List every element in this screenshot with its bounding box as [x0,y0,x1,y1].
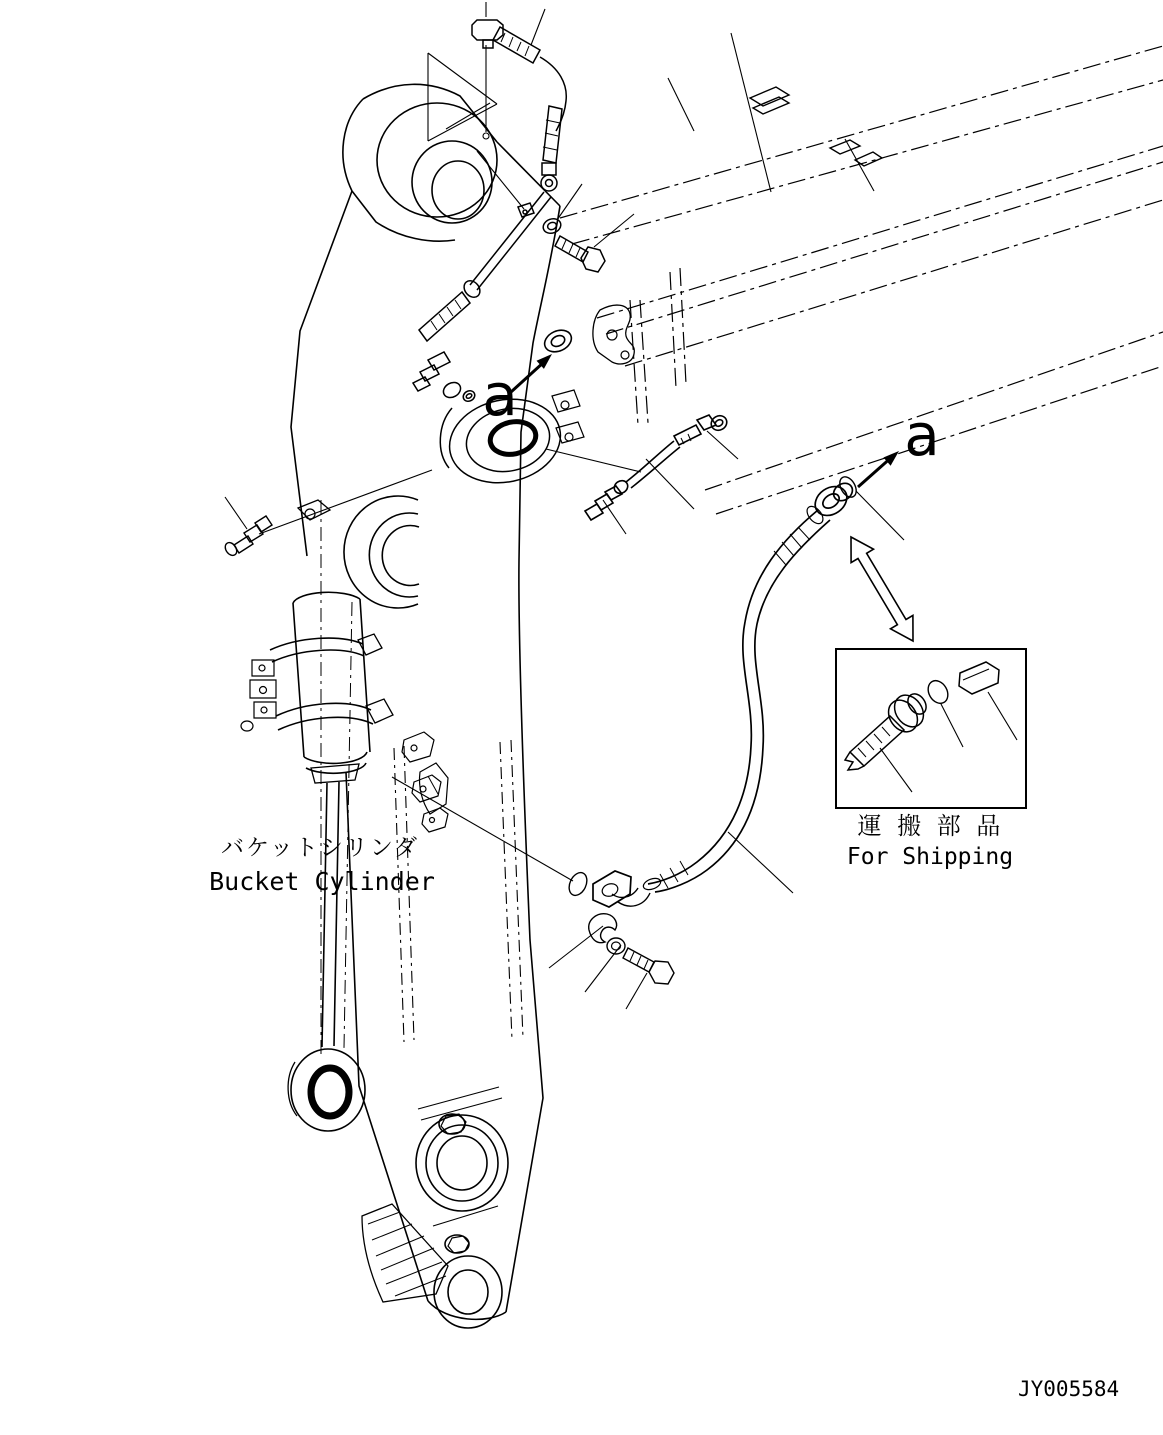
shipping-o-ring [924,677,952,707]
long-hose-assembly [566,474,860,984]
bucket-cylinder-assembly [223,496,448,1131]
for-shipping-label-en: For Shipping [846,844,1014,870]
boom-clamp-blocks [750,87,882,166]
arm-assembly [291,84,634,1328]
for-shipping-detail-box [836,649,1026,808]
shipping-cap [959,662,999,694]
section-marker-a-top: a [482,361,518,429]
bucket-cylinder-label-en: Bucket Cylinder [209,867,435,896]
boom-phantom-outline [560,46,1163,514]
for-shipping-label-jp: 運 搬 部 品 [857,812,1005,840]
double-direction-arrow [851,537,913,641]
section-marker-a-right: a [904,401,940,469]
drawing-number: JY005584 [1018,1377,1120,1401]
grease-fitting [223,516,272,558]
short-hose-assembly [585,413,729,520]
view-arrow-a-right [858,451,899,487]
bucket-cylinder-label-jp: バケットシリンダ [221,835,419,861]
